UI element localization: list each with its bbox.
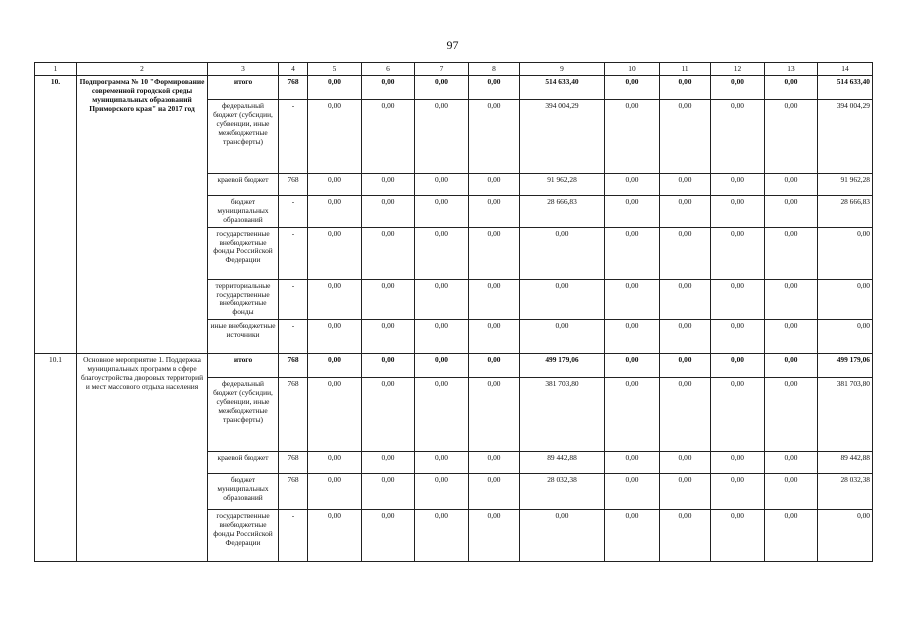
header-row	[35, 63, 873, 76]
admin-code: 768	[279, 474, 308, 510]
amount-cell: 0,00	[711, 100, 765, 174]
amount-cell: 0,00	[362, 227, 415, 279]
funding-source: государственные внебюджетные фонды Российской Федерации	[208, 227, 279, 279]
column-header: 14	[818, 63, 873, 76]
amount-cell: 0,00	[469, 354, 520, 378]
funding-source: краевой бюджет	[208, 174, 279, 196]
amount-cell: 0,00	[660, 354, 711, 378]
amount-cell: 0,00	[765, 174, 818, 196]
item-number: 10.	[35, 76, 77, 354]
item-number: 10.1	[35, 354, 77, 562]
amount-cell: 0,00	[308, 452, 362, 474]
amount-cell: 0,00	[660, 279, 711, 320]
amount-cell: 0,00	[605, 452, 660, 474]
amount-cell: 0,00	[711, 354, 765, 378]
amount-cell: 0,00	[711, 320, 765, 354]
amount-cell: 0,00	[415, 76, 469, 100]
table-row	[35, 354, 873, 378]
funding-source: государственные внебюджетные фонды Российской Федерации	[208, 510, 279, 562]
funding-source: итого	[208, 354, 279, 378]
amount-cell: 381 703,80	[818, 378, 873, 452]
admin-code: -	[279, 100, 308, 174]
amount-cell: 0,00	[469, 76, 520, 100]
amount-cell: 0,00	[308, 76, 362, 100]
admin-code: -	[279, 227, 308, 279]
amount-cell: 0,00	[415, 354, 469, 378]
column-header: 2	[77, 63, 208, 76]
amount-cell: 0,00	[660, 320, 711, 354]
amount-cell: 0,00	[605, 227, 660, 279]
amount-cell: 0,00	[605, 320, 660, 354]
amount-cell: 0,00	[605, 174, 660, 196]
amount-cell: 28 666,83	[520, 196, 605, 228]
amount-cell: 0,00	[605, 378, 660, 452]
amount-cell: 0,00	[308, 174, 362, 196]
amount-cell: 0,00	[308, 320, 362, 354]
amount-cell: 0,00	[818, 227, 873, 279]
amount-cell: 0,00	[711, 227, 765, 279]
amount-cell: 91 962,28	[520, 174, 605, 196]
amount-cell: 0,00	[469, 510, 520, 562]
amount-cell: 0,00	[362, 174, 415, 196]
amount-cell: 0,00	[520, 227, 605, 279]
amount-cell: 0,00	[660, 76, 711, 100]
amount-cell: 89 442,88	[520, 452, 605, 474]
amount-cell: 0,00	[308, 100, 362, 174]
amount-cell: 0,00	[415, 227, 469, 279]
amount-cell: 0,00	[765, 76, 818, 100]
column-header: 8	[469, 63, 520, 76]
admin-code: 768	[279, 354, 308, 378]
amount-cell: 0,00	[711, 378, 765, 452]
funding-source: бюджет муниципальных образований	[208, 474, 279, 510]
funding-source: федеральный бюджет (субсидии, субвенции, иные межбюджетные трансферты)	[208, 378, 279, 452]
amount-cell: 394 004,29	[818, 100, 873, 174]
amount-cell: 0,00	[415, 452, 469, 474]
amount-cell: 0,00	[362, 474, 415, 510]
amount-cell: 0,00	[818, 510, 873, 562]
amount-cell: 0,00	[765, 354, 818, 378]
amount-cell: 0,00	[660, 510, 711, 562]
amount-cell: 381 703,80	[520, 378, 605, 452]
amount-cell: 0,00	[469, 320, 520, 354]
column-header: 4	[279, 63, 308, 76]
amount-cell: 0,00	[362, 354, 415, 378]
column-header: 11	[660, 63, 711, 76]
column-header: 1	[35, 63, 77, 76]
amount-cell: 0,00	[765, 279, 818, 320]
amount-cell: 0,00	[469, 452, 520, 474]
amount-cell: 0,00	[765, 510, 818, 562]
admin-code: -	[279, 320, 308, 354]
amount-cell: 0,00	[415, 510, 469, 562]
amount-cell: 514 633,40	[818, 76, 873, 100]
amount-cell: 0,00	[469, 279, 520, 320]
amount-cell: 0,00	[765, 227, 818, 279]
amount-cell: 0,00	[711, 510, 765, 562]
admin-code: 768	[279, 76, 308, 100]
amount-cell: 514 633,40	[520, 76, 605, 100]
amount-cell: 0,00	[362, 196, 415, 228]
amount-cell: 0,00	[415, 320, 469, 354]
amount-cell: 0,00	[765, 100, 818, 174]
amount-cell: 28 666,83	[818, 196, 873, 228]
amount-cell: 0,00	[605, 76, 660, 100]
amount-cell: 0,00	[362, 76, 415, 100]
column-header: 5	[308, 63, 362, 76]
admin-code: 768	[279, 174, 308, 196]
column-header: 10	[605, 63, 660, 76]
amount-cell: 0,00	[362, 510, 415, 562]
item-title: Основное мероприятие 1. Поддержка муниципальных программ в сфере благоустройства дворовых территорий и мест массового отдыха населения	[77, 354, 208, 562]
amount-cell: 28 032,38	[520, 474, 605, 510]
amount-cell: 499 179,06	[520, 354, 605, 378]
amount-cell: 0,00	[469, 227, 520, 279]
admin-code: 768	[279, 378, 308, 452]
table-row	[35, 76, 873, 100]
amount-cell: 0,00	[469, 378, 520, 452]
amount-cell: 0,00	[520, 320, 605, 354]
amount-cell: 0,00	[711, 174, 765, 196]
amount-cell: 0,00	[362, 279, 415, 320]
amount-cell: 0,00	[469, 196, 520, 228]
amount-cell: 0,00	[308, 474, 362, 510]
funding-source: итого	[208, 76, 279, 100]
amount-cell: 0,00	[308, 354, 362, 378]
amount-cell: 89 442,88	[818, 452, 873, 474]
page-number: 97	[446, 38, 459, 52]
amount-cell: 0,00	[765, 378, 818, 452]
amount-cell: 0,00	[469, 174, 520, 196]
funding-source: бюджет муниципальных образований	[208, 196, 279, 228]
amount-cell: 0,00	[605, 100, 660, 174]
funding-source: территориальные государственные внебюджетные фонды	[208, 279, 279, 320]
amount-cell: 0,00	[520, 510, 605, 562]
funding-source: федеральный бюджет (субсидии, субвенции, иные межбюджетные трансферты)	[208, 100, 279, 174]
amount-cell: 0,00	[765, 474, 818, 510]
column-header: 3	[208, 63, 279, 76]
budget-table	[34, 62, 873, 562]
amount-cell: 0,00	[765, 196, 818, 228]
amount-cell: 0,00	[469, 100, 520, 174]
amount-cell: 0,00	[605, 510, 660, 562]
funding-source: иные внебюджетные источники	[208, 320, 279, 354]
amount-cell: 0,00	[415, 196, 469, 228]
amount-cell: 0,00	[765, 320, 818, 354]
amount-cell: 0,00	[818, 320, 873, 354]
amount-cell: 0,00	[605, 196, 660, 228]
amount-cell: 0,00	[520, 279, 605, 320]
amount-cell: 0,00	[711, 196, 765, 228]
amount-cell: 91 962,28	[818, 174, 873, 196]
amount-cell: 0,00	[660, 174, 711, 196]
amount-cell: 0,00	[362, 378, 415, 452]
column-header: 7	[415, 63, 469, 76]
amount-cell: 0,00	[711, 279, 765, 320]
amount-cell: 28 032,38	[818, 474, 873, 510]
amount-cell: 0,00	[308, 378, 362, 452]
admin-code: 768	[279, 452, 308, 474]
amount-cell: 0,00	[660, 474, 711, 510]
amount-cell: 394 004,29	[520, 100, 605, 174]
amount-cell: 0,00	[308, 510, 362, 562]
column-header: 6	[362, 63, 415, 76]
amount-cell: 0,00	[469, 474, 520, 510]
amount-cell: 0,00	[308, 227, 362, 279]
amount-cell: 0,00	[660, 196, 711, 228]
amount-cell: 0,00	[605, 354, 660, 378]
amount-cell: 0,00	[765, 452, 818, 474]
amount-cell: 0,00	[415, 279, 469, 320]
amount-cell: 0,00	[660, 227, 711, 279]
amount-cell: 0,00	[711, 452, 765, 474]
amount-cell: 0,00	[415, 474, 469, 510]
amount-cell: 499 179,06	[818, 354, 873, 378]
amount-cell: 0,00	[308, 279, 362, 320]
amount-cell: 0,00	[362, 320, 415, 354]
amount-cell: 0,00	[660, 452, 711, 474]
amount-cell: 0,00	[362, 100, 415, 174]
admin-code: -	[279, 510, 308, 562]
admin-code: -	[279, 279, 308, 320]
column-header: 9	[520, 63, 605, 76]
amount-cell: 0,00	[605, 279, 660, 320]
amount-cell: 0,00	[605, 474, 660, 510]
admin-code: -	[279, 196, 308, 228]
item-title: Подпрограмма № 10 "Формирование современной городской среды муниципальных образований Приморского края" на 2017 год	[77, 76, 208, 354]
amount-cell: 0,00	[660, 100, 711, 174]
column-header: 13	[765, 63, 818, 76]
amount-cell: 0,00	[711, 76, 765, 100]
amount-cell: 0,00	[711, 474, 765, 510]
column-header: 12	[711, 63, 765, 76]
amount-cell: 0,00	[415, 100, 469, 174]
amount-cell: 0,00	[308, 196, 362, 228]
amount-cell: 0,00	[362, 452, 415, 474]
amount-cell: 0,00	[415, 378, 469, 452]
amount-cell: 0,00	[660, 378, 711, 452]
funding-source: краевой бюджет	[208, 452, 279, 474]
amount-cell: 0,00	[415, 174, 469, 196]
amount-cell: 0,00	[818, 279, 873, 320]
